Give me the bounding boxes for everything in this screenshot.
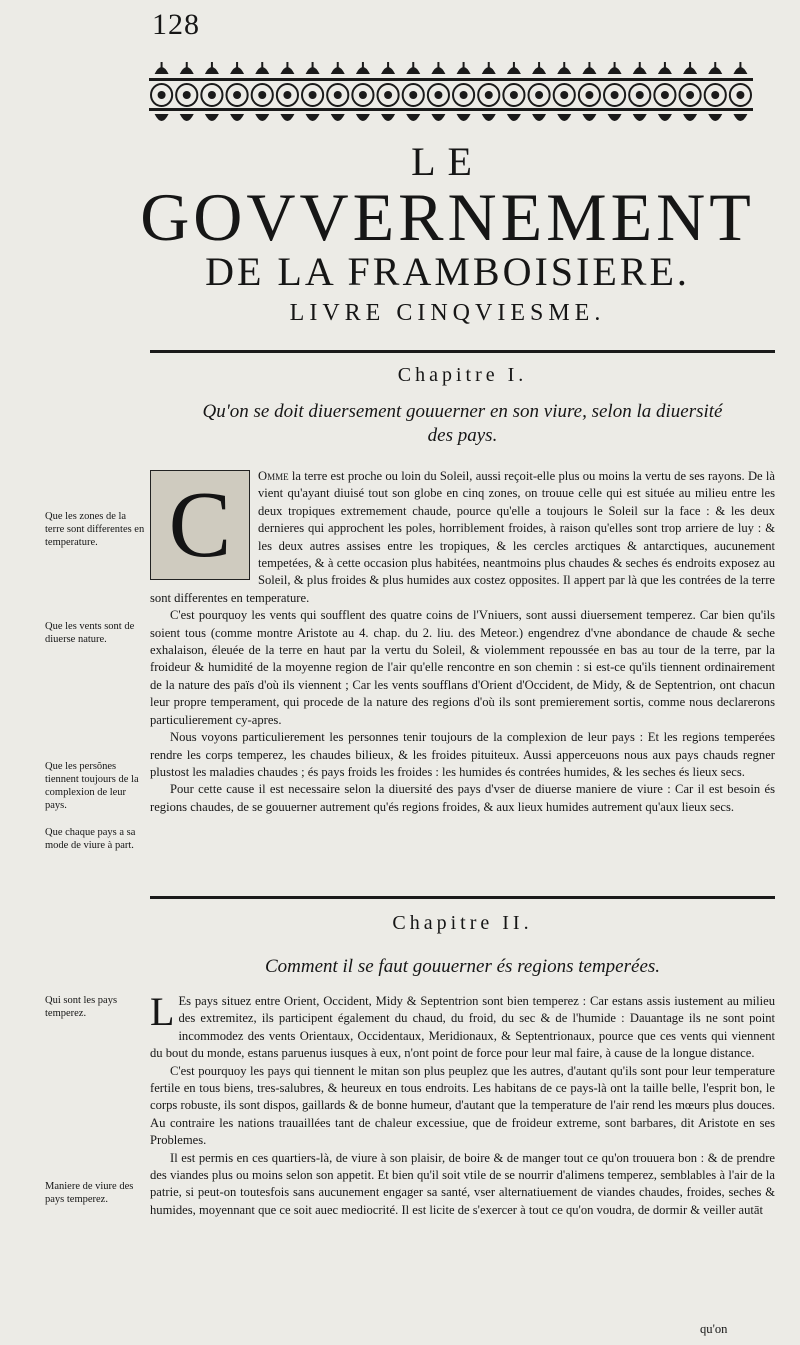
fleuron-center [661, 91, 669, 99]
fleuron-center [585, 91, 593, 99]
fleuron-top [482, 62, 496, 74]
fleuron-top [457, 62, 471, 74]
chapter-1-text [150, 468, 775, 878]
fleuron-bottom [230, 114, 244, 121]
chapter-2-text [150, 993, 775, 1319]
fleuron-top [633, 62, 647, 74]
fleuron-bottom [633, 114, 647, 121]
margin-note-personnes: Que les persõnes tiennent toujours de la complexion de leur pays. [45, 761, 139, 811]
chapter-1-paragraph-4: Pour cette cause il est necessaire selon la diuersité des pays d'vser de diuerse maniere de viure : Car il est besoin és regions chaudes, de se gouuerner autrement qu'és regions froides, & aux lieux humides autrement qu'aux lieux secs. [150, 782, 775, 814]
title-livre: LIVRE CINQVIESME. [289, 300, 606, 326]
fleuron-center [611, 91, 619, 99]
chapter-2-paragraph-1 [150, 993, 775, 1063]
fleuron-center [183, 91, 191, 99]
fleuron-bottom [683, 114, 697, 121]
fleuron-bottom [507, 114, 521, 121]
fleuron-bottom [255, 114, 269, 121]
margin-note-vents: Que les vents sont de diuerse nature. [45, 621, 135, 645]
fleuron-center [434, 91, 442, 99]
margin-note-zones: Que les zones de la terre sont differentes en temperature. [45, 511, 145, 548]
fleuron-bottom [557, 114, 571, 121]
chapter-2-paragraph-1-text: Es pays situez entre Orient, Occident, Midy & Septentrion sont bien temperez : Car estans assis iustement au milieu des extremitez, ils participent également du chaud, du froid, du sec & de l'humide : Dauantage ils ne sont point incommodez des vents Orientaux, Occidentaux, Meridionaux, & Septentrionaux, pource que ces vents qui viennent du bout du monde, estans paruenus iusques à eux, n'ont point de force pour leur mal faire, à cause de la longue distance. [150, 994, 775, 1061]
ornamental-headpiece [145, 58, 757, 130]
fleuron-top [733, 62, 747, 74]
fleuron-bottom [658, 114, 672, 121]
fleuron-bottom [406, 114, 420, 121]
fleuron-center [258, 91, 266, 99]
fleuron-top [255, 62, 269, 74]
fleuron-center [283, 91, 291, 99]
fleuron-center [736, 91, 744, 99]
fleuron-center [485, 91, 493, 99]
fleuron-top [331, 62, 345, 74]
fleuron-top [356, 62, 370, 74]
chapter-2-paragraph-3: Il est permis en ces quartiers-là, de viure à son plaisir, de boire & de manger tout ce qu'on trouuera bon : & de prendre des viandes plus ou moins selon son appetit. Et bien qu'il soit vtile de se nourrir d'alimens temperez, semblables à l'air de la patrie, si peut-on toutesfois sans aucunement engager sa santé, vser alternatiuement de viandes chaudes, froides, seches & humides, moyennant que ce soit auec mediocrité. Il est licite de s'exercer à tout ce qu'on voudra, de dormir & veiller autāt [150, 1150, 775, 1217]
dropcap-woodcut [150, 470, 250, 580]
fleuron-top [180, 62, 194, 74]
fleuron-top [431, 62, 445, 74]
title-gouvernement: GOVVERNEMENT [140, 179, 755, 255]
paragraph-1-text: la terre est proche ou loin du Soleil, aussi reçoit-elle plus ou moins la vertu de ses rayons. De là vient qu'ayant diuisé tout son globe en cinq zones, on trouue celle qui est située au milieu entre les deux tropiques extremement chaude, pource qu'elle a toujours le Soleil sur la face : & les deux dernieres qui approchent les poles, horriblement froides, à raison qu'elles sont trop arriere de luy : & les deux autres assises entre les tropiques, & les cercles arctiques & antarctiques, aucunement tempetées, & à cette occasion plus habitées, neantmoins plus chaudes & seches és endroits exposez au Soleil, & plus froides & plus humides aux costez opposites. Il appert par là que les contrées de la terre sont differentes en temperature. [150, 469, 775, 605]
fleuron-bottom [708, 114, 722, 121]
fleuron-center [334, 91, 342, 99]
fleuron-top [532, 62, 546, 74]
fleuron-top [205, 62, 219, 74]
fleuron-center [560, 91, 568, 99]
fleuron-bottom [482, 114, 496, 121]
fleuron-bottom [180, 114, 194, 121]
fleuron-bottom [457, 114, 471, 121]
fleuron-bottom [733, 114, 747, 121]
fleuron-bottom [280, 114, 294, 121]
fleuron-center [309, 91, 317, 99]
fleuron-top [658, 62, 672, 74]
fleuron-bottom [582, 114, 596, 121]
opening-word: Omme [258, 469, 289, 483]
chapter-1-title-line1: Qu'on se doit diuersement gouuerner en son viure, selon la diuersité [202, 401, 723, 422]
page-number: 128 [152, 8, 200, 41]
fleuron-bottom [431, 114, 445, 121]
fleuron-center [510, 91, 518, 99]
fleuron-center [384, 91, 392, 99]
fleuron-center [535, 91, 543, 99]
fleuron-center [409, 91, 417, 99]
fleuron-center [158, 91, 166, 99]
fleuron-bottom [155, 114, 169, 121]
margin-note-mode-viure: Que chaque pays a sa mode de viure à part. [45, 827, 136, 851]
margin-note-pays-temperez: Qui sont les pays temperez. [45, 995, 118, 1019]
fleuron-bottom [381, 114, 395, 121]
chapter-2-heading: Chapitre II. [392, 912, 533, 934]
fleuron-bottom [205, 114, 219, 121]
fleuron-center [233, 91, 241, 99]
fleuron-top [683, 62, 697, 74]
chapter-2-rule [150, 896, 775, 899]
fleuron-bottom [356, 114, 370, 121]
fleuron-bottom [331, 114, 345, 121]
chapter-1-rule [150, 350, 775, 353]
fleuron-top [306, 62, 320, 74]
title-le: LE [411, 139, 484, 184]
fleuron-top [381, 62, 395, 74]
fleuron-top [406, 62, 420, 74]
fleuron-center [636, 91, 644, 99]
dropcap-letter: C [168, 473, 232, 577]
chapter-2-title: Comment il se faut gouuerner és regions temperées. [264, 956, 661, 977]
fleuron-center [359, 91, 367, 99]
chapter-1-heading: Chapitre I. [397, 364, 528, 386]
chapter-2-paragraph-2: C'est pourquoy les pays qui tiennent le mitan son plus peuplez que les autres, d'autant qu'ils sont pour leur temperature fertile en tous biens, tres-salubres, & heureux en tous endroits. Les habitans de ce pays-là ont la taille belle, l'esprit bon, le corps robuste, ils sont dispos, gaillards & de bonne humeur, d'autant que la temperature de l'air rend les mœurs plus douces. Au contraire les nations trauaillées tant de chaleur excessiue, que de froideur extreme, sont barbares, dit Aristote en ses Problemes. [150, 1063, 775, 1148]
chapter-1-title [150, 400, 775, 448]
fleuron-center [686, 91, 694, 99]
fleuron-bottom [532, 114, 546, 121]
margin-note-maniere-viure: Maniere de viure des pays temperez. [45, 1181, 134, 1205]
fleuron-top [230, 62, 244, 74]
fleuron-center [711, 91, 719, 99]
chapter-2-initial: L [150, 993, 175, 1034]
fleuron-top [507, 62, 521, 74]
chapter-1-title-line2: des pays. [427, 425, 498, 446]
fleuron-bottom [306, 114, 320, 121]
chapter-1-paragraph-1 [150, 468, 775, 607]
chapter-1-paragraph-3: Nous voyons particulierement les personnes tenir toujours de la complexion de leur pays : Et les regions temperées rendre les corps temperez, les chaudes bilieux, & les froides pituiteux. Aussi apperceuons nous aux pays chauds regner plustost les maladies chaudes ; és pays froids les froides : les humides és contrées humides, & les seches és lieux secs. [150, 730, 775, 779]
chapter-1-paragraph-2: C'est pourquoy les vents qui soufflent des quatre coins de l'Vniuers, sont aussi diuersement temperez. Car bien qu'ils soient tous (comme montre Aristote au 4. chap. du 2. liu. des Meteor.) engendrez d'vne abondance de chaude & seche exhalaison, éleuée de la terre en haut par la vertu du Soleil, & violemment repoussée en bas au tour de la terre, par la froideur & humidité de la moyenne region de l'air qu'elle rencontre en son chemin : si est-ce qu'ils tiennent ordinairement de la nature des païs d'où ils viennent ; Car les vents soufflans d'Orient d'Occident, de Midy, & de Septentrion, ont chacun leur propre temperament, qui procede de la nature des regions d'où ils sont premierement sortis, comme nous declarerons particulierement cy-apres. [150, 608, 775, 727]
fleuron-top [708, 62, 722, 74]
fleuron-top [582, 62, 596, 74]
fleuron-top [608, 62, 622, 74]
title-framboisiere: DE LA FRAMBOISIERE. [205, 249, 690, 294]
fleuron-top [557, 62, 571, 74]
catchword: qu'on [700, 1322, 728, 1336]
fleuron-bottom [608, 114, 622, 121]
fleuron-center [460, 91, 468, 99]
fleuron-top [280, 62, 294, 74]
fleuron-top [155, 62, 169, 74]
fleuron-center [208, 91, 216, 99]
